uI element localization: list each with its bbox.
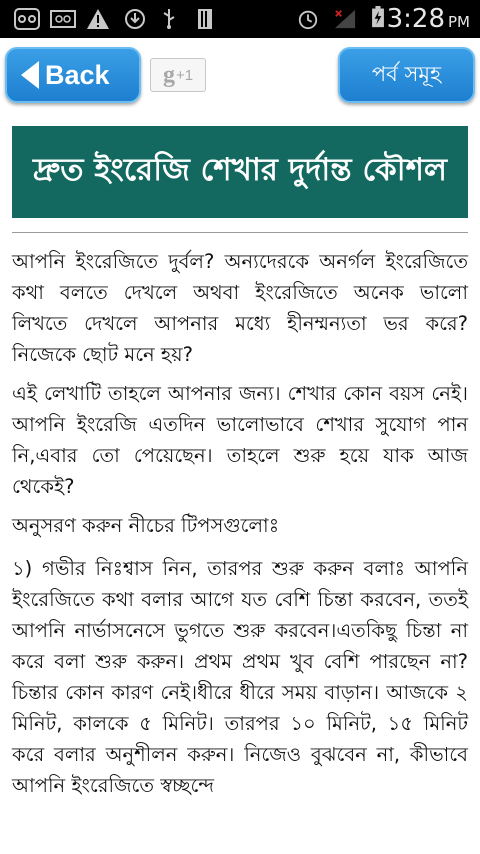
back-button[interactable] xyxy=(5,47,141,103)
article-paragraph: অনুসরণ করুন নীচের টিপসগুলোঃ xyxy=(12,514,280,537)
voicemail-icon xyxy=(50,8,76,30)
article-title-banner xyxy=(12,126,468,218)
usb-icon xyxy=(160,8,178,30)
status-bar xyxy=(0,0,480,38)
article-paragraph: ১) গভীর নিঃশ্বাস নিন, তারপর শুরু করুন বলাঃ আপনি ইংরেজিতে কথা বলার আগে যত বেশি চিন্তা করবেন, ততই আপনি নার্ভাসনেসে ভুগতে শুরু করবেন।এতকিছু চিন্তা না করে বলা শুরু করুন। প্রথম প্রথম খুব বেশি পারছেন না? চিন্তার কোন কারণ নেই।ধীরে ধীরে সময় বাড়ান। আজকে ২ মিনিট, কালকে ৫ মিনিট। তারপর ১০ মিনিট, ১৫ মিনিট করে বলার অনুশীলন করুন। নিজেও বুঝবেন না, কীভাবে আপনি ইংরেজিতে স্বচ্ছন্দে xyxy=(12,557,468,797)
parts-list-label: পর্ব সমূহ xyxy=(371,61,442,86)
divider xyxy=(12,232,468,233)
google-plus-one-button[interactable] xyxy=(150,58,206,92)
clock-ampm: PM xyxy=(448,13,470,31)
parts-list-button[interactable] xyxy=(338,47,475,103)
alarm-icon xyxy=(296,8,320,30)
article-title: দ্রুত ইংরেজি শেখার দুর্দান্ত কৌশল xyxy=(32,152,448,188)
back-arrow-icon xyxy=(21,61,39,89)
plus-one-label: +1 xyxy=(175,66,194,84)
article-paragraph: এই লেখাটি তাহলে আপনার জন্য। শেখার কোন বয়স নেই। আপনি ইংরেজি এতদিন ভালোভাবে শেখার সুযোগ পান নি,এবার তো পেয়েছেন। তাহলে শুরু হয়ে যাক আজ থেকেই? xyxy=(12,382,468,498)
clock xyxy=(387,4,470,34)
google-plus-icon: g xyxy=(162,61,175,88)
top-toolbar xyxy=(0,38,480,118)
article-paragraph: আপনি ইংরেজিতে দুর্বল? অন্যদেরকে অনর্গল ইংরেজিতে কথা বলতে দেখলে অথবা ইংরেজিতে অনেক ভালো লিখতে দেখলে আপনার মধ্যে হীনম্মন্যতা ভর করে? নিজেকে ছোট মনে হয়? xyxy=(12,250,468,366)
article-body xyxy=(12,246,468,809)
clock-time: 3:28 xyxy=(386,4,445,34)
back-button-label: Back xyxy=(45,59,110,90)
storage-icon xyxy=(196,8,214,30)
bluetooth-icon xyxy=(14,8,40,30)
signal-icon xyxy=(332,8,358,30)
download-icon xyxy=(124,8,146,30)
warning-icon xyxy=(86,8,110,30)
battery-icon xyxy=(370,6,386,28)
